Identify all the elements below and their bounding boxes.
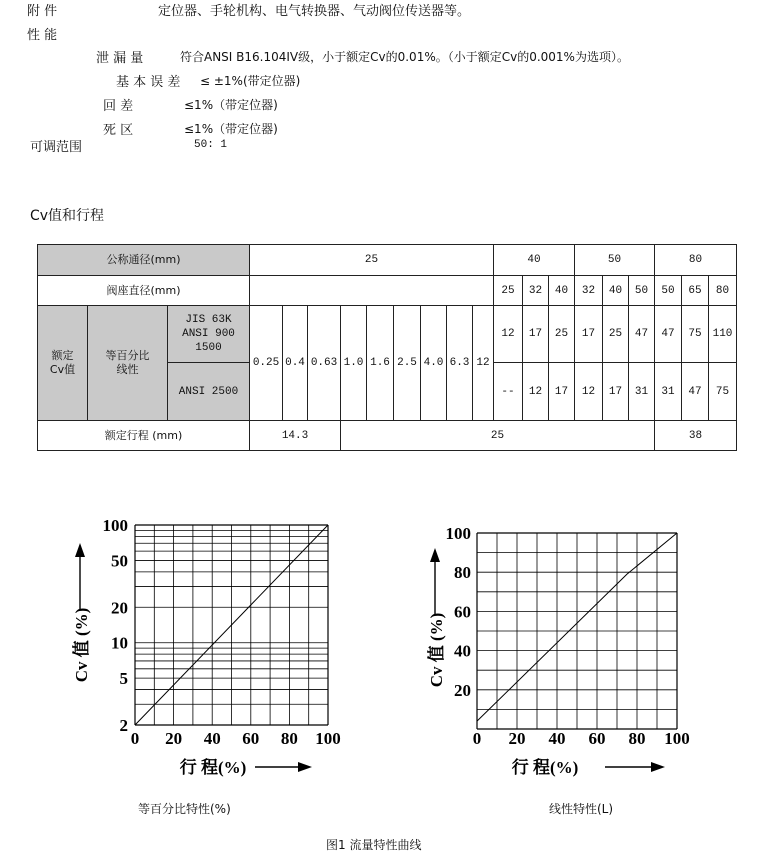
- cv-row2-cell: 17: [603, 363, 629, 421]
- seat-cell: 50: [655, 276, 682, 306]
- performance-label: 性 能: [27, 28, 58, 43]
- x-axis-label: [512, 757, 665, 777]
- cv-small-cell: 6.3: [447, 306, 473, 421]
- x-label-text: 行 程(%): [511, 758, 579, 777]
- nominal-value-25: 25: [250, 245, 494, 276]
- seat-cell: 40: [603, 276, 629, 306]
- cv-small-cell: 2.5: [394, 306, 421, 421]
- cv-row2-cell: 12: [523, 363, 549, 421]
- equal-pct-label: 等百分比 线性: [88, 306, 168, 421]
- seat-cell: 50: [629, 276, 655, 306]
- seat-cell: 40: [549, 276, 575, 306]
- cv-small-cell: 1.6: [367, 306, 394, 421]
- std-row2-label: ANSI 2500: [168, 363, 250, 421]
- y-axis-label: [426, 548, 446, 687]
- x-tick-label: 80: [628, 729, 646, 748]
- y-tick-label: 100: [102, 516, 128, 535]
- cv-small-cell: 4.0: [421, 306, 447, 421]
- chart1-caption: 等百分比特性(%): [138, 802, 231, 816]
- cv-row1-cell: 75: [682, 306, 709, 363]
- hysteresis-label: 回 差: [103, 99, 134, 114]
- cv-small-cell: 1.0: [341, 306, 367, 421]
- cv-row1-cell: 47: [629, 306, 655, 363]
- rated-cv-label: 额定 Cv值: [38, 306, 88, 421]
- cv-row2-cell: 75: [709, 363, 737, 421]
- y-tick-label: 40: [454, 641, 471, 661]
- y-label-text: Cv 值 (%): [72, 607, 91, 683]
- stroke-value: 38: [655, 421, 737, 451]
- basic-error-value: ≤ ±1%(带定位器): [200, 74, 301, 88]
- cv-row1-cell: 47: [655, 306, 682, 363]
- y-tick-label: 60: [454, 602, 471, 622]
- y-tick-label: 2: [119, 716, 128, 735]
- y-label-text: Cv 值 (%): [427, 612, 446, 688]
- x-axis-label: [180, 757, 312, 777]
- cv-row2-cell: 17: [549, 363, 575, 421]
- cv-row2-cell: 31: [629, 363, 655, 421]
- x-tick-label: 60: [242, 729, 260, 748]
- nominal-value-80: 80: [655, 245, 737, 276]
- arrow-right-icon: [651, 762, 665, 772]
- arrow-right-icon: [298, 762, 312, 772]
- accessories-value: 定位器、手轮机构、电气转换器、气动阀位传送器等。: [158, 4, 471, 19]
- linear-chart: [410, 515, 710, 785]
- nominal-value-50: 50: [575, 245, 655, 276]
- accessories-label: 附 件: [27, 4, 58, 19]
- x-tick-label: 100: [664, 729, 690, 748]
- rangeability-label: 可调范围: [30, 140, 83, 155]
- basic-error-label: 基 本 误 差: [116, 75, 181, 90]
- leakage-value: 符合ANSI B16.104IV级，小于额定Cv的0.01%。（小于额定Cv的0.001%为选项）。: [180, 50, 629, 64]
- y-tick-label: 20: [111, 598, 128, 618]
- stroke-value: 25: [341, 421, 655, 451]
- cv-row1-cell: 12: [494, 306, 523, 363]
- arrow-up-icon: [430, 548, 440, 562]
- cv-row2-cell: 12: [575, 363, 603, 421]
- cv-stroke-table: [37, 244, 737, 451]
- y-tick-label: 20: [454, 680, 471, 700]
- nominal-label: 公称通径(mm): [38, 245, 250, 276]
- x-label-text: 行 程(%): [179, 758, 247, 777]
- x-tick-label: 20: [508, 729, 526, 748]
- cv-small-cell: 0.25: [250, 306, 283, 421]
- section-title: Cv值和行程: [30, 208, 105, 224]
- cv-row2-cell: 31: [655, 363, 682, 421]
- y-tick-label: 10: [111, 633, 128, 653]
- seat-cell: 32: [575, 276, 603, 306]
- stroke-value: 14.3: [250, 421, 341, 451]
- y-tick-label: 50: [111, 551, 128, 571]
- x-tick-label: 40: [203, 729, 221, 748]
- cv-row1-cell: 17: [523, 306, 549, 363]
- chart2-caption: 线性特性(L): [549, 802, 614, 816]
- y-tick-label: 5: [119, 669, 128, 689]
- cv-row1-cell: 17: [575, 306, 603, 363]
- x-tick-label: 80: [280, 729, 298, 748]
- seat-cell: 32: [523, 276, 549, 306]
- cv-row-1: [38, 306, 737, 363]
- cv-small-cell: 0.4: [283, 306, 308, 421]
- seat-cell: 80: [709, 276, 737, 306]
- nominal-value-40: 40: [494, 245, 575, 276]
- cv-small-cell: 12: [473, 306, 494, 421]
- cv-row2-cell: 47: [682, 363, 709, 421]
- std-row1-label: JIS 63K ANSI 900 1500: [168, 306, 250, 363]
- x-tick-label: 100: [315, 729, 341, 748]
- equal-percentage-chart: [60, 515, 360, 785]
- x-tick-label: 20: [165, 729, 183, 748]
- seat-empty: [250, 276, 494, 306]
- stroke-row: [38, 421, 737, 451]
- x-tick-label: 0: [472, 729, 482, 748]
- x-tick-label: 0: [130, 729, 140, 748]
- seat-label: 阀座直径(mm): [38, 276, 250, 306]
- seat-cell: 25: [494, 276, 523, 306]
- seat-cell: 65: [682, 276, 709, 306]
- cv-row2-cell: --: [494, 363, 523, 421]
- x-tick-label: 40: [548, 729, 566, 748]
- arrow-up-icon: [75, 543, 85, 557]
- stroke-label: 额定行程 (mm): [38, 421, 250, 451]
- y-tick-label: 80: [454, 563, 471, 583]
- seat-row: [38, 276, 737, 306]
- x-tick-label: 60: [588, 729, 606, 748]
- nominal-row: [38, 245, 737, 276]
- y-axis-label: [71, 543, 91, 682]
- leakage-label: 泄 漏 量: [96, 51, 144, 66]
- cv-row1-cell: 25: [603, 306, 629, 363]
- cv-small-cell: 0.63: [308, 306, 341, 421]
- y-tick-label: 100: [445, 524, 471, 543]
- figure-caption: 图1 流量特性曲线: [326, 838, 422, 852]
- cv-row1-cell: 110: [709, 306, 737, 363]
- grid: [477, 533, 677, 729]
- hysteresis-value: ≤1%（带定位器): [184, 98, 278, 112]
- deadband-label: 死 区: [103, 123, 134, 138]
- cv-row1-cell: 25: [549, 306, 575, 363]
- rangeability-value: 50: 1: [194, 139, 228, 151]
- deadband-value: ≤1%（带定位器): [184, 122, 278, 136]
